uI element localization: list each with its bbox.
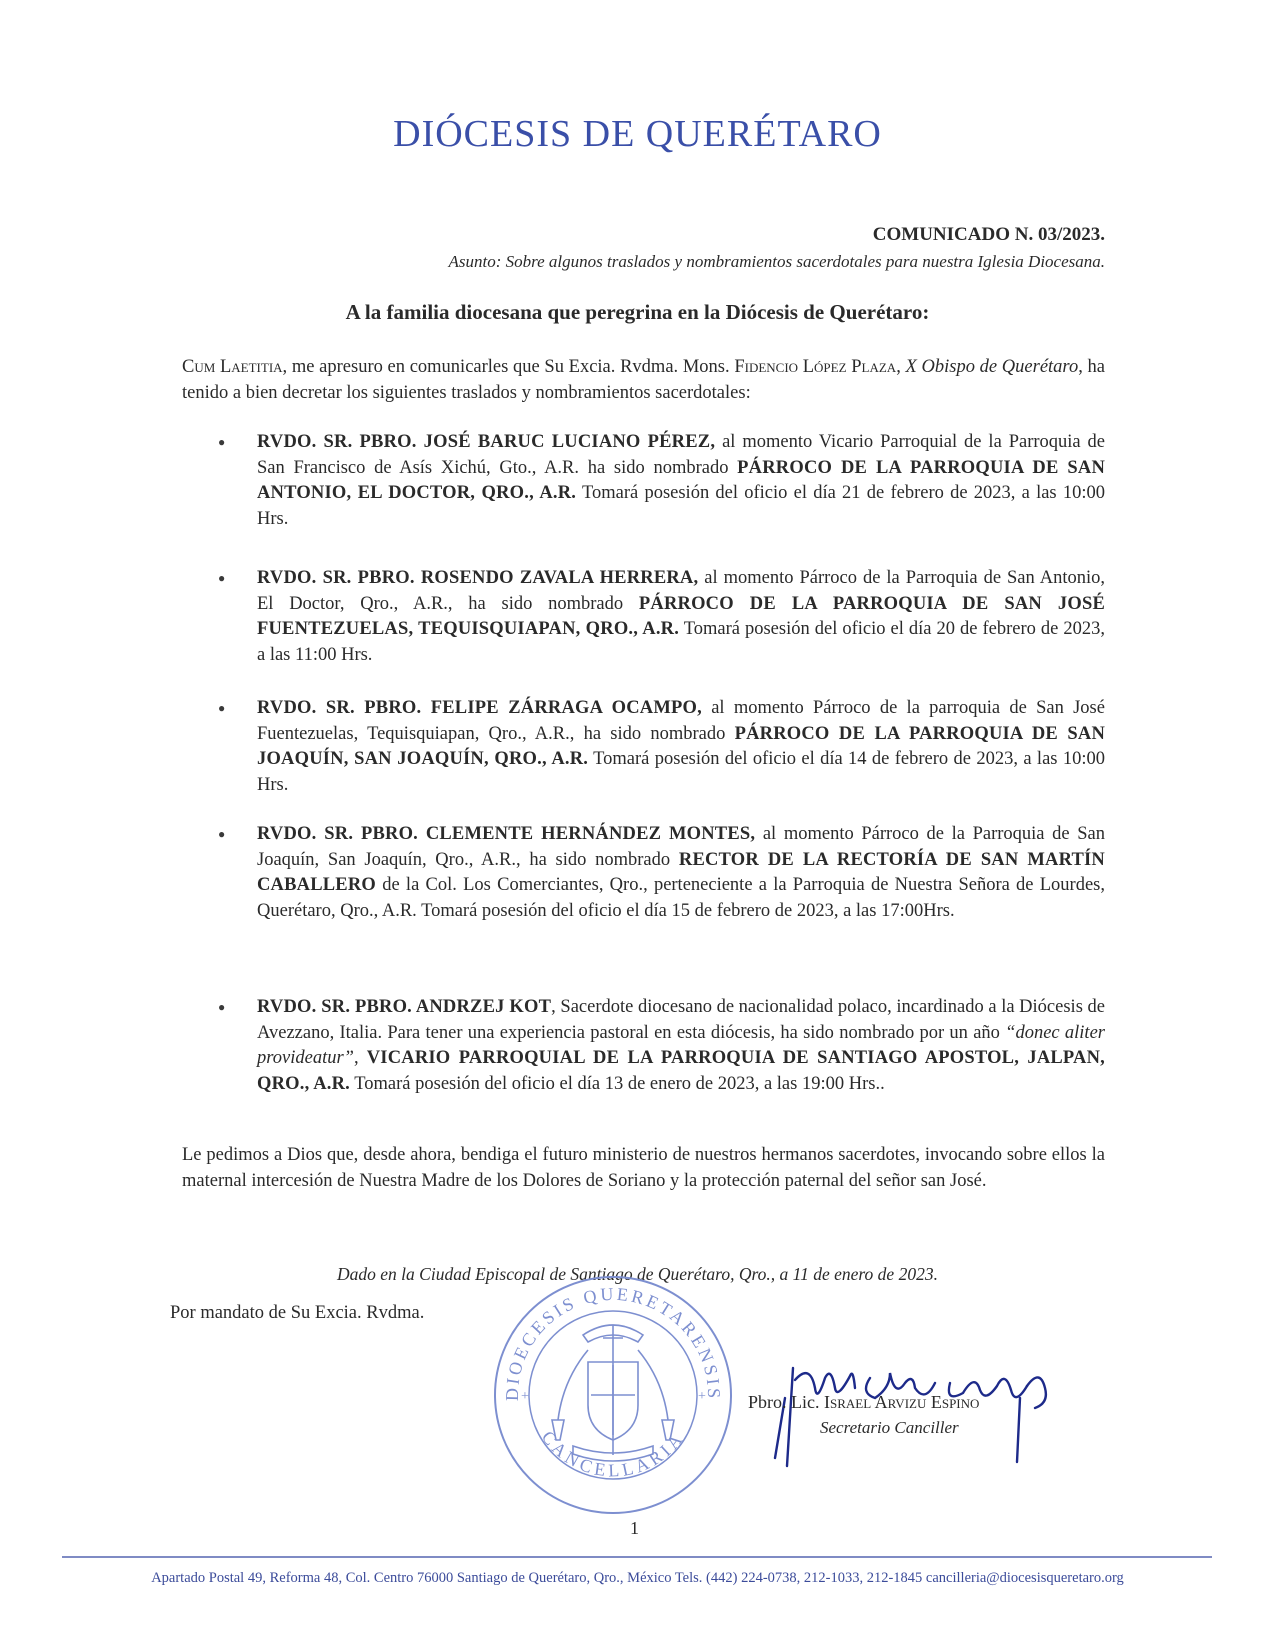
appointment-text: , Sacerdote diocesano de nacionalidad polaco, incardinado a la Diócesis de Avezzano, Italia. Para tener una experiencia pastoral en esta diócesis, ha sido nombrado por un año — [257, 997, 1105, 1043]
salutation: A la familia diocesana que peregrina en la Diócesis de Querétaro: — [345, 300, 930, 324]
signature-mark — [765, 1358, 1065, 1473]
seal-graphic — [488, 1270, 738, 1520]
by-mandate-line: Por mandato de Su Excia. Rvdma. — [170, 1303, 425, 1323]
page-title: DIÓCESIS DE QUERÉTARO — [393, 113, 882, 155]
appointment-text: al momento Párroco de la Parroquia de San Antonio, El Doctor, Qro., A.R., ha sido nombrado — [257, 568, 1105, 614]
appointment-date: Tomará posesión del oficio el día 21 de febrero de 2023, a las 10:00 Hrs. — [257, 483, 1105, 529]
priest-name: RVDO. SR. PBRO. ANDRZEJ KOT — [257, 997, 552, 1017]
priest-name: RVDO. SR. PBRO. CLEMENTE HERNÁNDEZ MONTES, — [257, 824, 756, 844]
bishop-name: Fidencio López Plaza — [734, 357, 897, 377]
appointment-text: al momento Vicario Parroquial de la Parroquia de San Francisco de Asís Xichú, Gto., A.R. ha sido nombrado — [257, 432, 1105, 478]
appointment-date: Tomará posesión del oficio el día 14 de febrero de 2023, a las 10:00 Hrs. — [257, 749, 1105, 795]
appointment-item — [216, 696, 1105, 798]
comunicado-number: COMUNICADO N. 03/2023. — [872, 224, 1105, 245]
priest-name: RVDO. SR. PBRO. JOSÉ BARUC LUCIANO PÉREZ, — [257, 432, 716, 452]
seal-top-text: DIOECESIS QUERETARENSIS — [501, 1283, 725, 1402]
seal-bottom-text: CANCELLARIA — [537, 1427, 689, 1481]
svg-text:+: + — [698, 1389, 706, 1404]
appointment-text-b: , — [353, 1048, 367, 1068]
dated-line: Dado en la Ciudad Episcopal de Santiago de Querétaro, Qro., a 11 de enero de 2023. — [337, 1264, 938, 1284]
page-number: 1 — [630, 1518, 639, 1538]
appointment-date: Tomará posesión del oficio el día 13 de enero de 2023, a las 19:00 Hrs.. — [349, 1073, 885, 1094]
appointment-text: al momento Párroco de la parroquia de San José Fuentezuelas, Tequisquiapan, Qro., A.R., ha sido nombrado — [257, 698, 1105, 744]
signer-name: Israel Arvizu Espino — [824, 1392, 980, 1412]
cum-laetitia: Cum Laetitia — [182, 357, 283, 377]
appointment-cargo: RECTOR DE LA RECTORÍA DE SAN MARTÍN CABALLERO — [257, 849, 1105, 895]
appointment-date: Tomará posesión del oficio el día 20 de febrero de 2023, a las 11:00 Hrs. — [257, 619, 1105, 665]
signer-name-line — [748, 1392, 979, 1413]
appointment-cargo: VICARIO PARROQUIAL DE LA PARROQUIA DE SANTIAGO APOSTOL, JALPAN, QRO., A.R. — [257, 1048, 1105, 1094]
footer-contact: Apartado Postal 49, Reforma 48, Col. Centro 76000 Santiago de Querétaro, Qro., México Tels. (442) 224-0738, 212-1033, 212-1845 cancilleria@diocesisqueretaro.org — [151, 1570, 1124, 1586]
bishop-title: X Obispo de Querétaro — [905, 357, 1079, 377]
appointment-item — [216, 822, 1105, 924]
footer-divider — [62, 1556, 1212, 1558]
latin-phrase: “donec aliter provideatur” — [257, 1022, 1105, 1068]
appointment-item — [216, 566, 1105, 668]
asunto-line: Asunto: Sobre algunos traslados y nombramientos sacerdotales para nuestra Iglesia Diocesana. — [448, 252, 1105, 271]
chancery-seal — [488, 1270, 738, 1525]
intro-text-2: , — [896, 357, 901, 377]
closing-paragraph: Le pedimos a Dios que, desde ahora, bendiga el futuro ministerio de nuestros hermanos sacerdotes, invocando sobre ellos la maternal intercesión de Nuestra Madre de los Dolores de Soriano y la protección paternal del señor san José. — [182, 1145, 1105, 1191]
intro-paragraph — [182, 355, 1105, 406]
appointment-item — [216, 430, 1105, 532]
appointment-cargo: PÁRROCO DE LA PARROQUIA DE SAN ANTONIO, EL DOCTOR, QRO., A.R. — [257, 457, 1106, 503]
intro-text-1: , me apresuro en comunicarles que Su Excia. Rvdma. Mons. — [282, 357, 735, 377]
handwritten-signature — [765, 1358, 1065, 1468]
priest-name: RVDO. SR. PBRO. ROSENDO ZAVALA HERRERA, — [257, 568, 699, 588]
appointment-text: al momento Párroco de la Parroquia de San Joaquín, San Joaquín, Qro., A.R., ha sido nombrado — [257, 824, 1105, 870]
signer-prefix: Pbro. Lic. — [748, 1392, 824, 1412]
priest-name: RVDO. SR. PBRO. FELIPE ZÁRRAGA OCAMPO, — [257, 698, 702, 718]
appointment-item — [216, 995, 1105, 1097]
intro-text-3: , ha tenido a bien decretar los siguientes traslados y nombramientos sacerdotales: — [182, 357, 1105, 403]
appointment-date: de la Col. Los Comerciantes, Qro., perteneciente a la Parroquia de Nuestra Señora de Lourdes, Querétaro, Qro., A.R. Tomará posesión del oficio el día 15 de febrero de 2023, a las 17:00Hrs. — [257, 875, 1105, 921]
svg-text:+: + — [521, 1389, 529, 1404]
signer-title: Secretario Canciller — [820, 1418, 959, 1437]
appointment-cargo: PÁRROCO DE LA PARROQUIA DE SAN JOAQUÍN, SAN JOAQUÍN, QRO., A.R. — [257, 723, 1105, 769]
appointment-cargo: PÁRROCO DE LA PARROQUIA DE SAN JOSÉ FUENTEZUELAS, TEQUISQUIAPAN, QRO., A.R. — [257, 593, 1105, 639]
